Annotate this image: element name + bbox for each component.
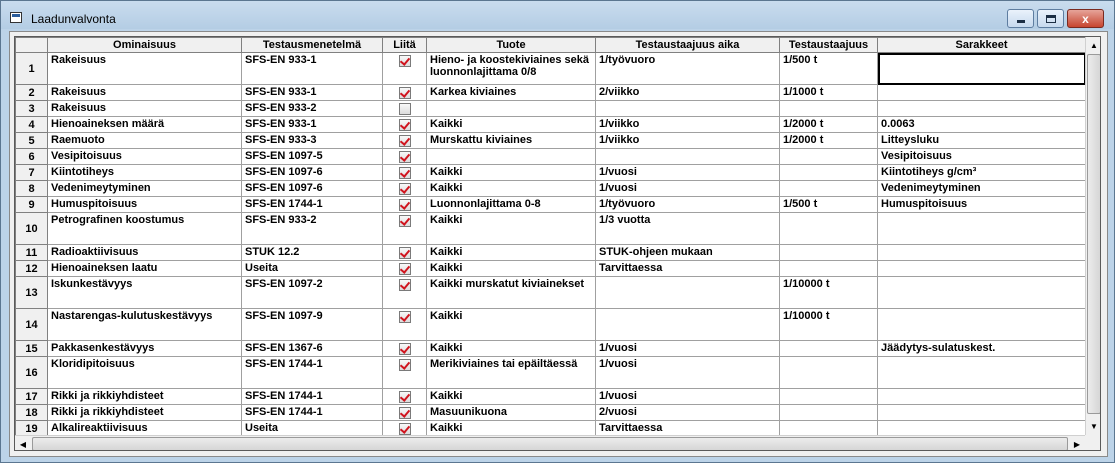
corner-header[interactable] [16, 38, 48, 53]
cell-ominaisuus[interactable]: Hienoaineksen laatu [48, 261, 242, 277]
cell-testaustaajuus[interactable] [780, 357, 878, 389]
table-row[interactable] [16, 341, 1086, 357]
grid-body [16, 53, 1086, 437]
table-row[interactable] [16, 277, 1086, 309]
cell-tuote[interactable]: Kaikki [427, 245, 596, 261]
cell-tuote[interactable]: Luonnonlajittama 0-8 [427, 197, 596, 213]
window-title: Laadunvalvonta [31, 12, 116, 26]
cell-testaustaajuus-aika[interactable]: 1/vuosi [596, 389, 780, 405]
table-row[interactable] [16, 309, 1086, 341]
cell-tuote[interactable]: Murskattu kiviaines [427, 133, 596, 149]
cell-testausmenetelma[interactable]: SFS-EN 933-1 [242, 117, 383, 133]
row-number[interactable]: 5 [16, 133, 48, 149]
checkbox-checked-icon[interactable] [399, 199, 411, 211]
data-grid[interactable] [14, 36, 1101, 451]
scroll-up-button[interactable] [1086, 37, 1101, 53]
cell-liita[interactable] [383, 85, 427, 101]
table-row[interactable] [16, 53, 1086, 85]
cell-testaustaajuus[interactable] [780, 181, 878, 197]
column-header-tuote[interactable]: Tuote [427, 38, 596, 53]
cell-liita[interactable] [383, 261, 427, 277]
cell-testaustaajuus[interactable]: 1/10000 t [780, 277, 878, 309]
cell-testaustaajuus[interactable] [780, 389, 878, 405]
table-row[interactable] [16, 389, 1086, 405]
table-row[interactable] [16, 101, 1086, 117]
cell-testausmenetelma[interactable]: SFS-EN 933-1 [242, 85, 383, 101]
cell-testaustaajuus[interactable]: 1/10000 t [780, 309, 878, 341]
cell-sarakkeet[interactable]: Vesipitoisuus [878, 149, 1086, 165]
cell-testaustaajuus-aika[interactable]: 1/vuosi [596, 341, 780, 357]
cell-testaustaajuus-aika[interactable] [596, 309, 780, 341]
cell-sarakkeet[interactable] [878, 405, 1086, 421]
column-header-testaustaajuus-aika[interactable]: Testaustaajuus aika [596, 38, 780, 53]
cell-testausmenetelma[interactable]: SFS-EN 1744-1 [242, 357, 383, 389]
cell-liita[interactable] [383, 357, 427, 389]
cell-testausmenetelma[interactable]: SFS-EN 1097-6 [242, 165, 383, 181]
checkbox-checked-icon[interactable] [399, 119, 411, 131]
scroll-right-button[interactable] [1069, 436, 1085, 451]
minimize-button[interactable] [1007, 9, 1034, 28]
cell-liita[interactable] [383, 117, 427, 133]
cell-tuote[interactable]: Kaikki [427, 181, 596, 197]
cell-ominaisuus[interactable]: Radioaktiivisuus [48, 245, 242, 261]
cell-ominaisuus[interactable]: Pakkasenkestävyys [48, 341, 242, 357]
cell-liita[interactable] [383, 133, 427, 149]
row-number[interactable]: 19 [16, 421, 48, 437]
cell-testaustaajuus[interactable]: 1/2000 t [780, 133, 878, 149]
table-row[interactable] [16, 85, 1086, 101]
cell-sarakkeet[interactable] [878, 357, 1086, 389]
checkbox-checked-icon[interactable] [399, 151, 411, 163]
row-number[interactable]: 15 [16, 341, 48, 357]
cell-testausmenetelma[interactable]: SFS-EN 1744-1 [242, 405, 383, 421]
grid-table [15, 37, 1086, 437]
cell-testausmenetelma[interactable]: SFS-EN 933-1 [242, 53, 383, 85]
cell-liita[interactable] [383, 405, 427, 421]
scroll-right-icon: ▶ [1073, 439, 1081, 449]
table-row[interactable] [16, 245, 1086, 261]
cell-testaustaajuus[interactable]: 1/500 t [780, 53, 878, 85]
cell-sarakkeet[interactable]: Kiintotiheys g/cm³ [878, 165, 1086, 181]
cell-testausmenetelma[interactable]: SFS-EN 933-2 [242, 213, 383, 245]
cell-liita[interactable] [383, 389, 427, 405]
cell-tuote[interactable]: Karkea kiviaines [427, 85, 596, 101]
cell-sarakkeet[interactable]: Vedenimeytyminen [878, 181, 1086, 197]
checkbox-unchecked-icon[interactable] [399, 103, 411, 115]
scroll-left-button[interactable] [15, 436, 31, 451]
row-number[interactable]: 7 [16, 165, 48, 181]
cell-ominaisuus[interactable]: Humuspitoisuus [48, 197, 242, 213]
cell-testaustaajuus[interactable] [780, 341, 878, 357]
cell-testaustaajuus-aika[interactable] [596, 101, 780, 117]
cell-ominaisuus[interactable]: Petrografinen koostumus [48, 213, 242, 245]
checkbox-checked-icon[interactable] [399, 167, 411, 179]
row-number[interactable]: 16 [16, 357, 48, 389]
cell-testaustaajuus[interactable] [780, 405, 878, 421]
row-number[interactable]: 11 [16, 245, 48, 261]
cell-ominaisuus[interactable]: Rakeisuus [48, 85, 242, 101]
cell-liita[interactable] [383, 101, 427, 117]
cell-liita[interactable] [383, 277, 427, 309]
table-row[interactable] [16, 405, 1086, 421]
cell-tuote[interactable]: Hieno- ja koostekiviaines sekä luonnonlajittama 0/8 [427, 53, 596, 85]
cell-testausmenetelma[interactable]: STUK 12.2 [242, 245, 383, 261]
cell-testausmenetelma[interactable]: SFS-EN 1367-6 [242, 341, 383, 357]
app-window-icon[interactable] [10, 12, 22, 23]
cell-tuote[interactable]: Kaikki [427, 341, 596, 357]
cell-testaustaajuus-aika[interactable]: 1/vuosi [596, 165, 780, 181]
cell-ominaisuus[interactable]: Nastarengas-kulutuskestävyys [48, 309, 242, 341]
cell-sarakkeet[interactable] [878, 53, 1086, 85]
cell-testaustaajuus-aika[interactable]: Tarvittaessa [596, 421, 780, 437]
scroll-left-icon: ◀ [19, 439, 27, 449]
cell-testaustaajuus-aika[interactable]: 2/vuosi [596, 405, 780, 421]
cell-tuote[interactable]: Kaikki [427, 117, 596, 133]
row-number[interactable]: 10 [16, 213, 48, 245]
cell-testausmenetelma[interactable]: SFS-EN 1744-1 [242, 389, 383, 405]
row-number[interactable]: 4 [16, 117, 48, 133]
cell-testaustaajuus[interactable] [780, 261, 878, 277]
cell-ominaisuus[interactable]: Rikki ja rikkiyhdisteet [48, 405, 242, 421]
scrollbar-corner [1085, 435, 1101, 451]
cell-liita[interactable] [383, 197, 427, 213]
cell-sarakkeet[interactable] [878, 277, 1086, 309]
cell-liita[interactable] [383, 165, 427, 181]
cell-liita[interactable] [383, 245, 427, 261]
cell-tuote[interactable] [427, 101, 596, 117]
table-row[interactable] [16, 213, 1086, 245]
cell-tuote[interactable]: Kaikki murskatut kiviainekset [427, 277, 596, 309]
cell-liita[interactable] [383, 53, 427, 85]
vertical-scroll-thumb[interactable] [1087, 54, 1101, 414]
horizontal-scroll-thumb[interactable] [32, 437, 1068, 451]
cell-testausmenetelma[interactable]: SFS-EN 1744-1 [242, 197, 383, 213]
cell-ominaisuus[interactable]: Vedenimeytyminen [48, 181, 242, 197]
cell-sarakkeet[interactable] [878, 213, 1086, 245]
table-row[interactable] [16, 117, 1086, 133]
maximize-icon [1046, 15, 1056, 23]
checkbox-checked-icon[interactable] [399, 311, 411, 323]
cell-liita[interactable] [383, 309, 427, 341]
cell-tuote[interactable]: Kaikki [427, 165, 596, 181]
cell-sarakkeet[interactable] [878, 309, 1086, 341]
checkbox-checked-icon[interactable] [399, 183, 411, 195]
vertical-scrollbar[interactable] [1085, 37, 1101, 435]
cell-testausmenetelma[interactable]: SFS-EN 1097-2 [242, 277, 383, 309]
cell-tuote[interactable]: Kaikki [427, 213, 596, 245]
row-number[interactable]: 1 [16, 53, 48, 85]
cell-testaustaajuus[interactable] [780, 149, 878, 165]
horizontal-scrollbar[interactable] [15, 435, 1085, 451]
scroll-up-icon: ▲ [1090, 40, 1098, 50]
cell-sarakkeet[interactable]: Litteysluku [878, 133, 1086, 149]
checkbox-checked-icon[interactable] [399, 135, 411, 147]
row-number[interactable]: 3 [16, 101, 48, 117]
grid-header-row [16, 38, 1086, 53]
cell-testaustaajuus-aika[interactable]: Tarvittaessa [596, 261, 780, 277]
checkbox-checked-icon[interactable] [399, 263, 411, 275]
cell-testaustaajuus[interactable] [780, 165, 878, 181]
column-header-sarakkeet[interactable]: Sarakkeet [878, 38, 1086, 53]
cell-testausmenetelma[interactable]: SFS-EN 1097-6 [242, 181, 383, 197]
close-button[interactable] [1067, 9, 1104, 28]
cell-testaustaajuus-aika[interactable]: 1/vuosi [596, 357, 780, 389]
checkbox-checked-icon[interactable] [399, 407, 411, 419]
cell-testaustaajuus-aika[interactable]: 1/työvuoro [596, 197, 780, 213]
row-number[interactable]: 12 [16, 261, 48, 277]
column-header-testausmenetelma[interactable]: Testausmenetelmä [242, 38, 383, 53]
table-row[interactable] [16, 149, 1086, 165]
row-number[interactable]: 18 [16, 405, 48, 421]
checkbox-checked-icon[interactable] [399, 247, 411, 259]
cell-tuote[interactable] [427, 149, 596, 165]
minimize-icon [1017, 20, 1025, 23]
row-number[interactable]: 17 [16, 389, 48, 405]
cell-sarakkeet[interactable]: 0.0063 [878, 117, 1086, 133]
cell-testaustaajuus-aika[interactable]: STUK-ohjeen mukaan [596, 245, 780, 261]
checkbox-checked-icon[interactable] [399, 55, 411, 67]
cell-tuote[interactable]: Kaikki [427, 389, 596, 405]
cell-testaustaajuus-aika[interactable]: 2/viikko [596, 85, 780, 101]
checkbox-checked-icon[interactable] [399, 359, 411, 371]
cell-testausmenetelma[interactable]: Useita [242, 421, 383, 437]
checkbox-checked-icon[interactable] [399, 391, 411, 403]
checkbox-checked-icon[interactable] [399, 215, 411, 227]
cell-sarakkeet[interactable] [878, 85, 1086, 101]
table-row[interactable] [16, 197, 1086, 213]
cell-tuote[interactable]: Kaikki [427, 421, 596, 437]
cell-testaustaajuus[interactable] [780, 101, 878, 117]
column-header-ominaisuus[interactable]: Ominaisuus [48, 38, 242, 53]
cell-sarakkeet[interactable] [878, 245, 1086, 261]
cell-testaustaajuus[interactable] [780, 245, 878, 261]
cell-testaustaajuus[interactable]: 1/1000 t [780, 85, 878, 101]
cell-tuote[interactable]: Masuunikuona [427, 405, 596, 421]
cell-ominaisuus[interactable]: Kloridipitoisuus [48, 357, 242, 389]
cell-liita[interactable] [383, 181, 427, 197]
cell-tuote[interactable]: Kaikki [427, 309, 596, 341]
cell-testaustaajuus-aika[interactable]: 1/vuosi [596, 181, 780, 197]
title-bar[interactable] [1, 1, 1114, 29]
column-header-testaustaajuus[interactable]: Testaustaajuus [780, 38, 878, 53]
cell-testausmenetelma[interactable]: SFS-EN 1097-5 [242, 149, 383, 165]
cell-sarakkeet[interactable]: Humuspitoisuus [878, 197, 1086, 213]
cell-testaustaajuus[interactable]: 1/500 t [780, 197, 878, 213]
cell-testaustaajuus[interactable] [780, 213, 878, 245]
cell-sarakkeet[interactable] [878, 101, 1086, 117]
cell-ominaisuus[interactable]: Rakeisuus [48, 101, 242, 117]
cell-liita[interactable] [383, 149, 427, 165]
row-number[interactable]: 8 [16, 181, 48, 197]
table-row[interactable] [16, 181, 1086, 197]
cell-sarakkeet[interactable]: Jäädytys-sulatuskest. [878, 341, 1086, 357]
maximize-button[interactable] [1037, 9, 1064, 28]
cell-ominaisuus[interactable]: Kiintotiheys [48, 165, 242, 181]
scroll-down-icon: ▼ [1090, 421, 1098, 431]
cell-testausmenetelma[interactable]: Useita [242, 261, 383, 277]
cell-tuote[interactable]: Merikiviaines tai epäiltäessä [427, 357, 596, 389]
row-number[interactable]: 9 [16, 197, 48, 213]
cell-testaustaajuus-aika[interactable]: 1/viikko [596, 117, 780, 133]
checkbox-checked-icon[interactable] [399, 343, 411, 355]
close-icon: x [1082, 11, 1089, 26]
table-row[interactable] [16, 133, 1086, 149]
cell-ominaisuus[interactable]: Rikki ja rikkiyhdisteet [48, 389, 242, 405]
checkbox-checked-icon[interactable] [399, 279, 411, 291]
cell-sarakkeet[interactable] [878, 389, 1086, 405]
cell-testausmenetelma[interactable]: SFS-EN 933-2 [242, 101, 383, 117]
client-area [9, 31, 1108, 457]
cell-testaustaajuus-aika[interactable]: 1/viikko [596, 133, 780, 149]
cell-testausmenetelma[interactable]: SFS-EN 933-3 [242, 133, 383, 149]
cell-tuote[interactable]: Kaikki [427, 261, 596, 277]
checkbox-checked-icon[interactable] [399, 87, 411, 99]
row-number[interactable]: 13 [16, 277, 48, 309]
cell-ominaisuus[interactable]: Raemuoto [48, 133, 242, 149]
cell-testaustaajuus-aika[interactable] [596, 277, 780, 309]
cell-ominaisuus[interactable]: Vesipitoisuus [48, 149, 242, 165]
cell-ominaisuus[interactable]: Alkalireaktiivisuus [48, 421, 242, 437]
cell-testaustaajuus-aika[interactable]: 1/3 vuotta [596, 213, 780, 245]
cell-testaustaajuus-aika[interactable]: 1/työvuoro [596, 53, 780, 85]
scroll-down-button[interactable] [1086, 418, 1101, 434]
table-row[interactable] [16, 357, 1086, 389]
row-number[interactable]: 14 [16, 309, 48, 341]
checkbox-checked-icon[interactable] [399, 423, 411, 435]
cell-ominaisuus[interactable]: Hienoaineksen määrä [48, 117, 242, 133]
cell-ominaisuus[interactable]: Rakeisuus [48, 53, 242, 85]
row-number[interactable]: 6 [16, 149, 48, 165]
table-row[interactable] [16, 261, 1086, 277]
column-header-liita[interactable]: Liitä [383, 38, 427, 53]
cell-sarakkeet[interactable] [878, 261, 1086, 277]
cell-testaustaajuus[interactable]: 1/2000 t [780, 117, 878, 133]
row-number[interactable]: 2 [16, 85, 48, 101]
cell-testausmenetelma[interactable]: SFS-EN 1097-9 [242, 309, 383, 341]
cell-liita[interactable] [383, 341, 427, 357]
table-row[interactable] [16, 165, 1086, 181]
cell-ominaisuus[interactable]: Iskunkestävyys [48, 277, 242, 309]
cell-liita[interactable] [383, 213, 427, 245]
cell-testaustaajuus-aika[interactable] [596, 149, 780, 165]
